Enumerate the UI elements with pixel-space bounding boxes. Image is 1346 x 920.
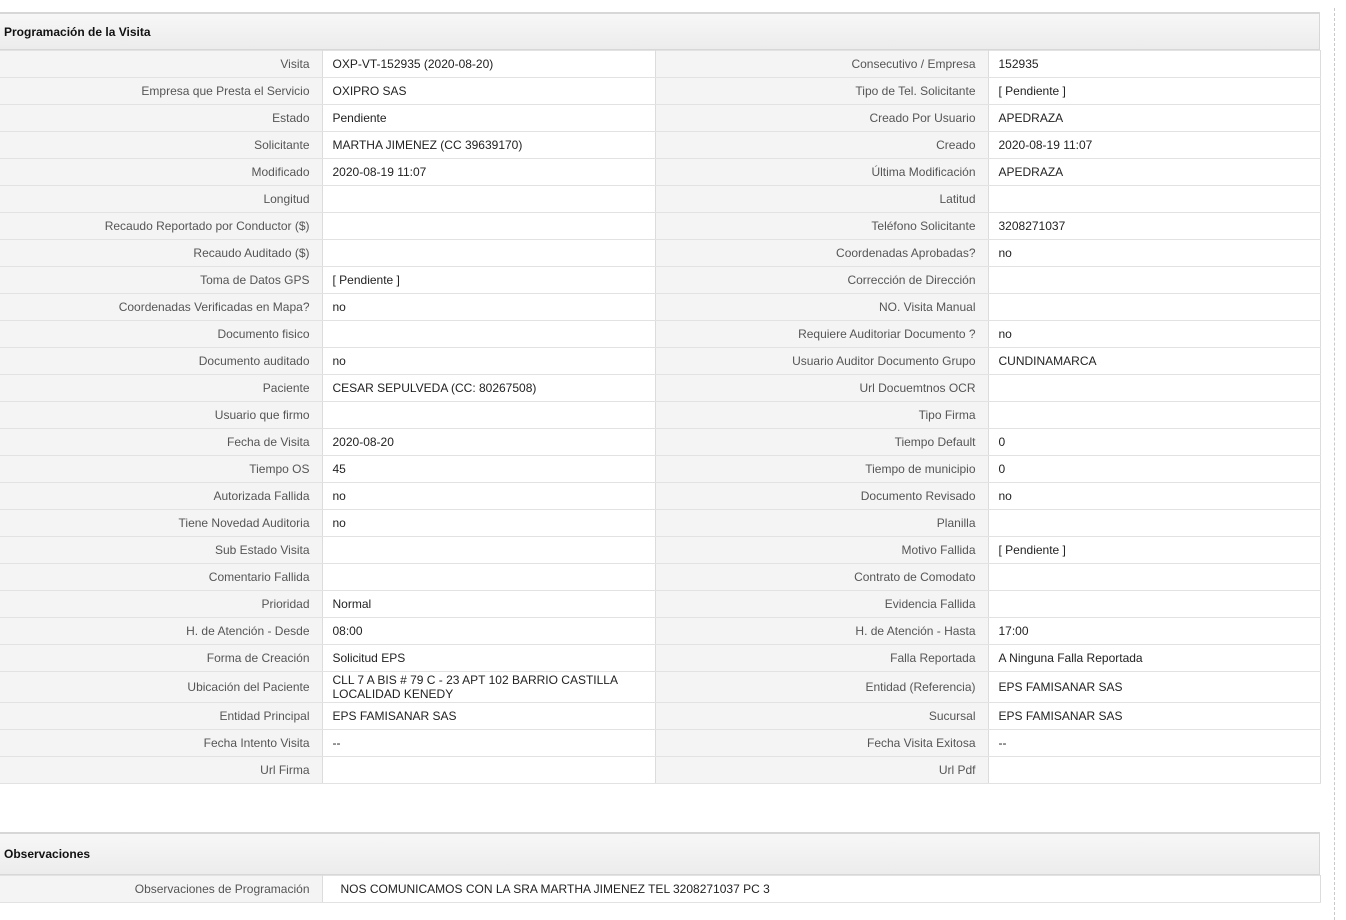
table-row [0, 564, 1320, 591]
field-label: Modificado [0, 159, 322, 186]
field-value: EPS FAMISANAR SAS [988, 672, 1320, 703]
field-value [322, 213, 655, 240]
field-label: Url Firma [0, 757, 322, 784]
field-value: 17:00 [988, 618, 1320, 645]
field-value: 3208271037 [988, 213, 1320, 240]
field-value: OXP-VT-152935 (2020-08-20) [322, 51, 655, 78]
field-label: Empresa que Presta el Servicio [0, 78, 322, 105]
field-label: Documento fisico [0, 321, 322, 348]
table-row [0, 78, 1320, 105]
field-label: Usuario Auditor Documento Grupo [655, 348, 988, 375]
field-label: Url Docuemtnos OCR [655, 375, 988, 402]
table-row [0, 757, 1320, 784]
field-label: Comentario Fallida [0, 564, 322, 591]
field-value [322, 757, 655, 784]
field-label: Creado [655, 132, 988, 159]
table-row [0, 483, 1320, 510]
field-label: Solicitante [0, 132, 322, 159]
field-value: 2020-08-20 [322, 429, 655, 456]
field-label: Fecha Visita Exitosa [655, 730, 988, 757]
observaciones-table [0, 875, 1321, 903]
field-value: EPS FAMISANAR SAS [988, 703, 1320, 730]
field-label: Prioridad [0, 591, 322, 618]
field-label: Tipo Firma [655, 402, 988, 429]
field-value: 0 [988, 456, 1320, 483]
field-value: A Ninguna Falla Reportada [988, 645, 1320, 672]
field-label: Consecutivo / Empresa [655, 51, 988, 78]
table-row [0, 132, 1320, 159]
field-value [988, 267, 1320, 294]
field-label: Fecha Intento Visita [0, 730, 322, 757]
field-value: no [322, 483, 655, 510]
field-label: Recaudo Reportado por Conductor ($) [0, 213, 322, 240]
field-value: 08:00 [322, 618, 655, 645]
field-label: Toma de Datos GPS [0, 267, 322, 294]
field-label: Tiempo Default [655, 429, 988, 456]
field-label: Tiempo OS [0, 456, 322, 483]
field-label: Sub Estado Visita [0, 537, 322, 564]
table-row [0, 213, 1320, 240]
field-value: [ Pendiente ] [988, 537, 1320, 564]
field-value: APEDRAZA [988, 105, 1320, 132]
field-value: no [322, 294, 655, 321]
field-value: 0 [988, 429, 1320, 456]
table-row [0, 51, 1320, 78]
table-row [0, 672, 1320, 703]
field-label: Estado [0, 105, 322, 132]
field-value [988, 186, 1320, 213]
field-label: Entidad Principal [0, 703, 322, 730]
field-label: Falla Reportada [655, 645, 988, 672]
field-value [322, 240, 655, 267]
field-label: H. de Atención - Hasta [655, 618, 988, 645]
field-value: no [322, 348, 655, 375]
table-row [0, 429, 1320, 456]
field-value [988, 375, 1320, 402]
field-label: Url Pdf [655, 757, 988, 784]
field-label: Usuario que firmo [0, 402, 322, 429]
programacion-table [0, 50, 1321, 784]
programacion-section [0, 12, 1320, 784]
table-row [0, 730, 1320, 757]
field-value: APEDRAZA [988, 159, 1320, 186]
field-value [322, 537, 655, 564]
field-label: Última Modificación [655, 159, 988, 186]
field-value: no [988, 483, 1320, 510]
field-value [988, 402, 1320, 429]
field-label: Autorizada Fallida [0, 483, 322, 510]
observaciones-title: Observaciones [0, 832, 1320, 875]
field-value [988, 294, 1320, 321]
field-label: Tiempo de municipio [655, 456, 988, 483]
field-value: MARTHA JIMENEZ (CC 39639170) [322, 132, 655, 159]
field-value [322, 321, 655, 348]
table-row [0, 105, 1320, 132]
table-row [0, 375, 1320, 402]
field-label: Teléfono Solicitante [655, 213, 988, 240]
observaciones-label: Observaciones de Programación [0, 876, 322, 903]
field-label: Creado Por Usuario [655, 105, 988, 132]
table-row [0, 294, 1320, 321]
field-label: Entidad (Referencia) [655, 672, 988, 703]
field-label: Corrección de Dirección [655, 267, 988, 294]
table-row [0, 876, 1320, 903]
field-value: CUNDINAMARCA [988, 348, 1320, 375]
field-label: Visita [0, 51, 322, 78]
field-value [988, 564, 1320, 591]
observaciones-section [0, 832, 1320, 903]
field-value: no [988, 321, 1320, 348]
field-value: 2020-08-19 11:07 [988, 132, 1320, 159]
field-value [988, 757, 1320, 784]
table-row [0, 321, 1320, 348]
table-row [0, 159, 1320, 186]
field-label: Tiene Novedad Auditoria [0, 510, 322, 537]
field-label: Fecha de Visita [0, 429, 322, 456]
field-value [322, 186, 655, 213]
field-value [988, 510, 1320, 537]
field-value: CLL 7 A BIS # 79 C - 23 APT 102 BARRIO CASTILLA LOCALIDAD KENEDY [322, 672, 655, 703]
page-edge-divider [1334, 8, 1335, 920]
field-label: NO. Visita Manual [655, 294, 988, 321]
field-label: Coordenadas Aprobadas? [655, 240, 988, 267]
field-value: Normal [322, 591, 655, 618]
field-label: Motivo Fallida [655, 537, 988, 564]
field-label: Sucursal [655, 703, 988, 730]
field-label: Tipo de Tel. Solicitante [655, 78, 988, 105]
table-row [0, 618, 1320, 645]
field-label: Documento auditado [0, 348, 322, 375]
field-value: EPS FAMISANAR SAS [322, 703, 655, 730]
field-label: Paciente [0, 375, 322, 402]
field-label: Coordenadas Verificadas en Mapa? [0, 294, 322, 321]
field-label: H. de Atención - Desde [0, 618, 322, 645]
field-value: [ Pendiente ] [322, 267, 655, 294]
field-label: Documento Revisado [655, 483, 988, 510]
field-value: no [988, 240, 1320, 267]
field-value: 152935 [988, 51, 1320, 78]
table-row [0, 703, 1320, 730]
field-value [322, 564, 655, 591]
table-row [0, 645, 1320, 672]
table-row [0, 240, 1320, 267]
table-row [0, 456, 1320, 483]
table-row [0, 591, 1320, 618]
field-value: 2020-08-19 11:07 [322, 159, 655, 186]
table-row [0, 510, 1320, 537]
field-value: OXIPRO SAS [322, 78, 655, 105]
field-value: CESAR SEPULVEDA (CC: 80267508) [322, 375, 655, 402]
field-value: -- [988, 730, 1320, 757]
field-value: Pendiente [322, 105, 655, 132]
field-label: Latitud [655, 186, 988, 213]
table-row [0, 348, 1320, 375]
field-value [988, 591, 1320, 618]
field-label: Ubicación del Paciente [0, 672, 322, 703]
field-label: Planilla [655, 510, 988, 537]
table-row [0, 402, 1320, 429]
field-label: Evidencia Fallida [655, 591, 988, 618]
field-label: Forma de Creación [0, 645, 322, 672]
field-label: Recaudo Auditado ($) [0, 240, 322, 267]
programacion-title: Programación de la Visita [0, 12, 1320, 50]
field-label: Contrato de Comodato [655, 564, 988, 591]
field-value: -- [322, 730, 655, 757]
table-row [0, 537, 1320, 564]
field-value [322, 402, 655, 429]
field-value: no [322, 510, 655, 537]
observaciones-value: NOS COMUNICAMOS CON LA SRA MARTHA JIMENEZ TEL 3208271037 PC 3 [322, 876, 1320, 903]
field-value: 45 [322, 456, 655, 483]
table-row [0, 267, 1320, 294]
table-row [0, 186, 1320, 213]
field-value: [ Pendiente ] [988, 78, 1320, 105]
field-label: Longitud [0, 186, 322, 213]
field-value: Solicitud EPS [322, 645, 655, 672]
field-label: Requiere Auditoriar Documento ? [655, 321, 988, 348]
